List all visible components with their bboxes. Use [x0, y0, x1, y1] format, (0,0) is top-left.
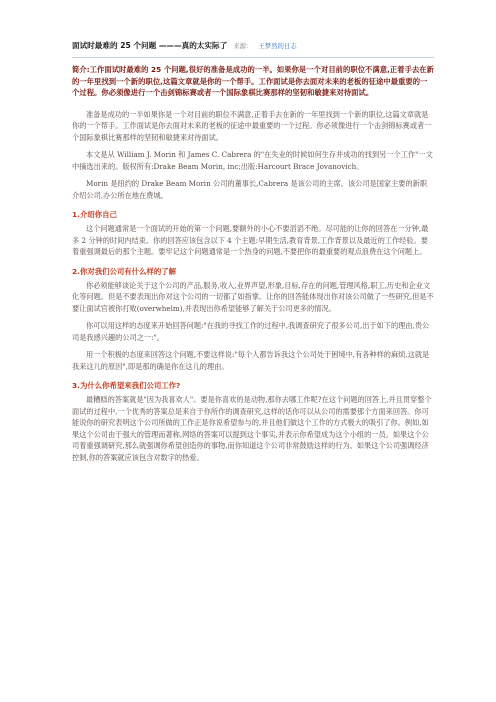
intro-paragraph-3: Morin 是纽约的 Drake Beam Morin 公司的董事长,Cabrera 是该公司的主席。该公司是国家主要的新职介绍公司,办公所在地在费城。: [72, 179, 428, 200]
section-3-paragraph-1: 最糟糕的答案就是"因为我喜欢人"。要是你喜欢的是动物,那你去哪工作呢?在这个问题的回答上,并且贯穿整个面试的过程中,一个优秀的答案总是来自于你所作的调查研究,这样的话你可以从公司的需要那个方面来回答。你可能说你的研究表明这个公司所做的工作正是你说希望参与的,并且他们做这个工作的方式极大的吸引了你。例如,如果这个公司由于强大的管理而著称,网络的答案可以提到这个事实,并表示你希望成为这个小组的一员。如果这个公司着重强调研究,那么就强调你希望创造你的事物,而你知道这个公司非常鼓励这样的行为。如果这个公司强调经济控制,你的答案就应该包含对数字的热爱。: [72, 395, 432, 462]
document-title: 面试时最难的 25 个问题 ———真的太实际了: [72, 41, 228, 50]
section-2-paragraph-3: 用一个积极的态度来回答这个问题,不要这样说:"每个人都告诉我这个公司处于困境中,有各种样的麻烦,这就是我来这儿的原因",即是那的确是你在这儿的理由。: [72, 350, 430, 371]
section-heading-2: 2.你对我们公司有什么样的了解: [72, 266, 177, 276]
section-2-paragraph-2: 你可以用这样的态度来开始回答问题:"在我的寻找工作的过程中,我调查研究了很多公司,出于如下的理由,贵公司是我感兴趣的公司之一:"。: [72, 321, 430, 342]
summary-text: 简介:工作面试时最难的 25 个问题,很好的准备是成功的一半。如果你是一个对目前的职位不满意,正着手去在新的一年里找到一个新的职位,这篇文章就是你的一个帮手。工作面试是你去面对未来的老板的征途中最重要的一个过程。你必须像进行一个击剑锦标赛或者一个国际象棋比赛那样的坚韧和敏捷来对待面试。: [72, 65, 434, 98]
section-2-paragraph-1: 你必须能够谈论关于这个公司的产品,服务,收入,业界声望,形象,目标,存在的问题,管理风格,职工,历史和企业文化等问题。但是不要表现出你对这个公司的一切都了如指掌。让你的回答能体现出你对该公司做了一些研究,但是不要让面试官被你打败(overwhelm),并表现出你希望能够了解关于公司更多的情况。: [72, 280, 434, 313]
intro-paragraph-1: 准备是成功的一半如果你是一个对目前的职位不满意,正着手去在新的一年里找到一个新的职位,这篇文章就是你的一个帮手。工作面试是你去面对未来的老板的征途中最重要的一个过程。你必须像进行一个击剑锦标赛或者一个国际象棋比赛那样的坚韧和敏捷来对待面试。: [72, 109, 432, 142]
document-page: [72, 40, 434, 463]
section-1-paragraph-1: 这个问题通常是一个面试的开始的第一个问题,要额外的小心不要滔滔不绝。尽可能的让你的回答在一分钟,最多 2 分钟的时间内结束。你的回答应该包含以下 4 个主题:早期生活,教育背景,工作背景以及最近的工作经验。要着重强调最后的那个主题。要牢记这个问题通常是一个热身的问题,不要把你的最重要的观点浪费在这个问题上。: [72, 224, 429, 257]
section-heading-1: 1.介绍你自己: [72, 210, 117, 220]
title-divider: [72, 57, 434, 58]
blog-link[interactable]: 王梦然的日志: [258, 42, 297, 50]
document-header: [72, 40, 434, 56]
section-heading-3: 3.为什么你希望来我们公司工作?: [72, 381, 181, 391]
source-label: 来源：: [233, 42, 253, 50]
intro-paragraph-2: 本文是从 William J. Morin 和 James C. Cabrera 的"在失业的时候如何生存并成功的找到另一个工作"一文中摘选出来的。版权所有:Drake Beam Morin, inc;出版:Harcourt Brace Jovanovich。: [72, 150, 433, 171]
